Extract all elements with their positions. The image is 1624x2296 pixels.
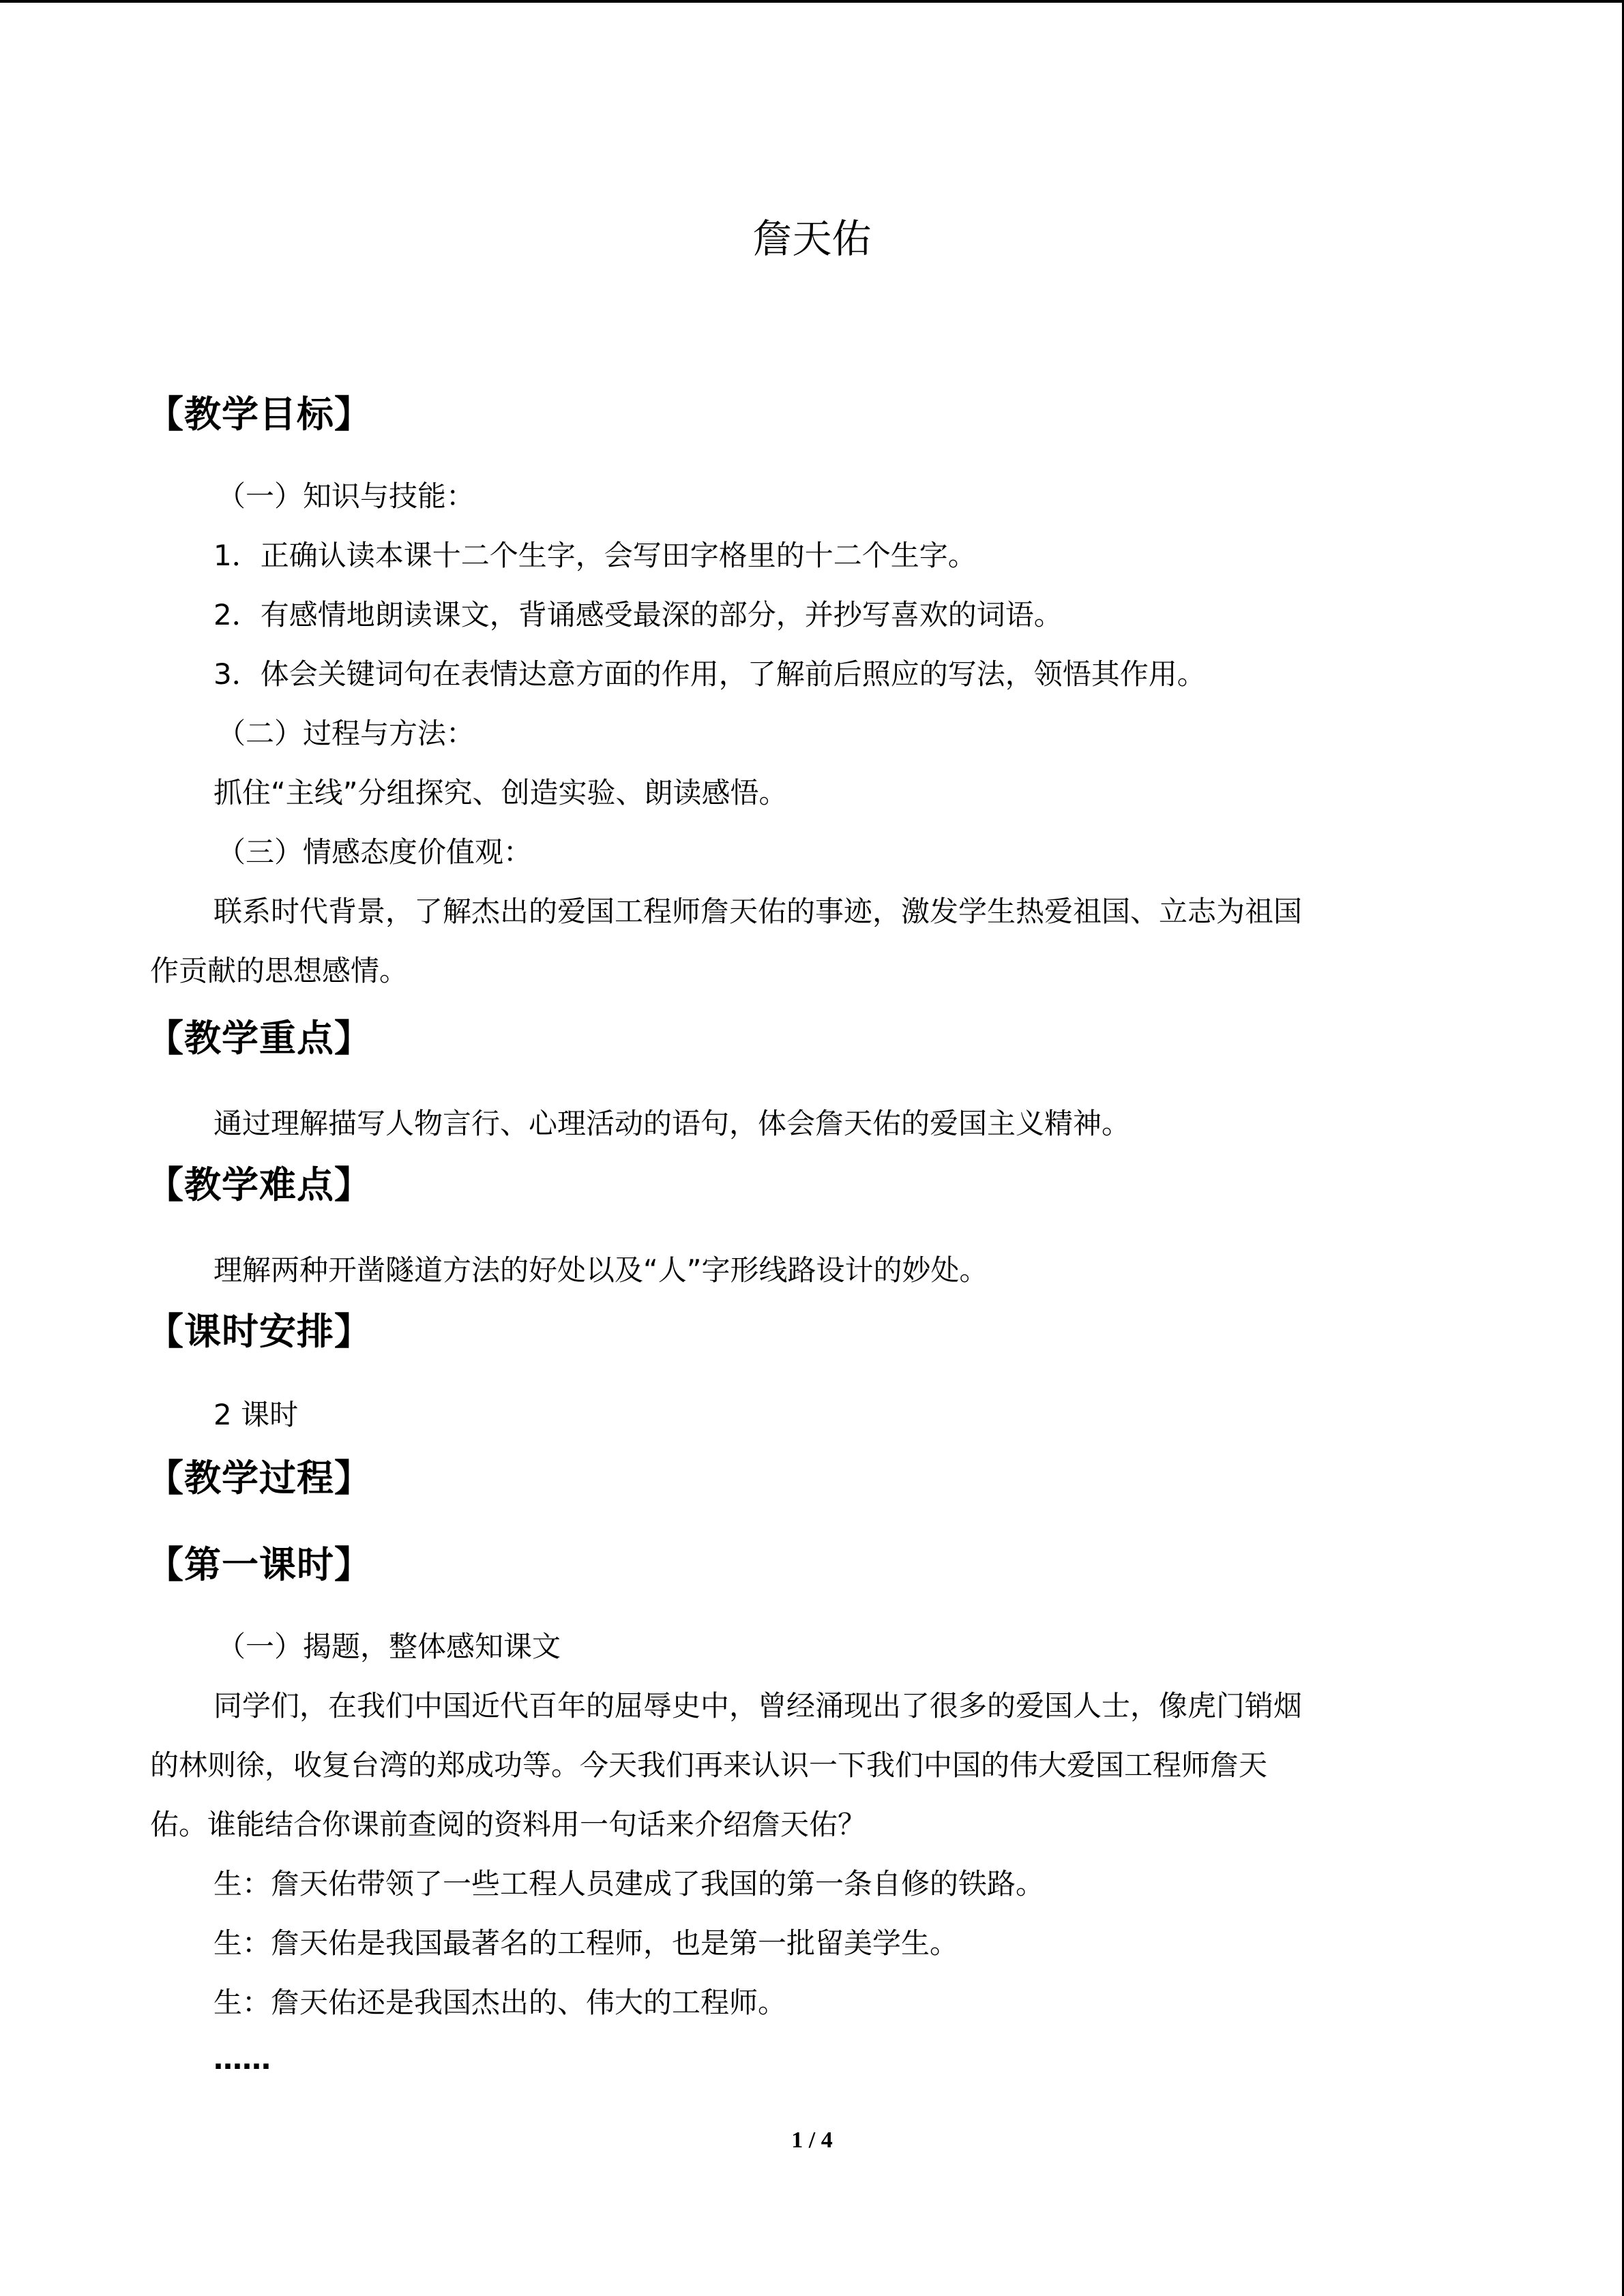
- lesson1-intro-line-3: 佑。谁能结合你课前查阅的资料用一句话来介绍詹天佑？: [150, 1808, 867, 1841]
- heading-lesson-1: 【第一课时】: [147, 1543, 372, 1586]
- objective-item-1: 1．正确认读本课十二个生字，会写田字格里的十二个生字。: [213, 539, 977, 572]
- subheading-knowledge-skills: （一）知识与技能：: [217, 479, 475, 513]
- emotion-values-line-1: 联系时代背景，了解杰出的爱国工程师詹天佑的事迹，激发学生热爱祖国、立志为祖国: [213, 895, 1303, 928]
- subheading-process-methods: （二）过程与方法：: [217, 717, 475, 750]
- objective-item-2: 2．有感情地朗读课文，背诵感受最深的部分，并抄写喜欢的词语。: [213, 598, 1063, 631]
- student-answer-2: 生：詹天佑是我国最著名的工程师，也是第一批留美学生。: [213, 1926, 959, 1960]
- heading-schedule: 【课时安排】: [147, 1310, 372, 1353]
- ellipsis: ……: [213, 2042, 271, 2076]
- objective-item-3: 3．体会关键词句在表情达意方面的作用，了解前后照应的写法，领悟其作用。: [213, 657, 1206, 691]
- subheading-emotion-values: （三）情感态度价值观：: [217, 835, 533, 869]
- heading-key-points: 【教学重点】: [147, 1017, 372, 1060]
- heading-teaching-process: 【教学过程】: [147, 1457, 372, 1500]
- student-answer-1: 生：詹天佑带领了一些工程人员建成了我国的第一条自修的铁路。: [213, 1867, 1045, 1900]
- lesson1-step-1-label: （一）揭题，整体感知课文: [217, 1630, 561, 1663]
- heading-difficulties: 【教学难点】: [147, 1163, 372, 1206]
- key-points-text: 通过理解描写人物言行、心理活动的语句，体会詹天佑的爱国主义精神。: [213, 1107, 1131, 1140]
- emotion-values-line-2: 作贡献的思想感情。: [150, 954, 409, 987]
- lesson1-intro-line-2: 的林则徐，收复台湾的郑成功等。今天我们再来认识一下我们中国的伟大爱国工程师詹天: [150, 1748, 1268, 1782]
- document-title: 詹天佑: [752, 215, 872, 262]
- process-methods-text: 抓住“主线”分组探究、创造实验、朗读感悟。: [213, 776, 788, 809]
- student-answer-3: 生：詹天佑还是我国杰出的、伟大的工程师。: [213, 1986, 787, 2019]
- lesson1-intro-line-1: 同学们，在我们中国近代百年的屈辱史中，曾经涌现出了很多的爱国人士，像虎门销烟: [213, 1689, 1303, 1723]
- difficulties-text: 理解两种开凿隧道方法的好处以及“人”字形线路设计的妙处。: [213, 1253, 988, 1287]
- page-number: 1 / 4: [791, 2128, 833, 2153]
- heading-teaching-objectives: 【教学目标】: [147, 393, 372, 436]
- schedule-text: 2 课时: [213, 1398, 299, 1431]
